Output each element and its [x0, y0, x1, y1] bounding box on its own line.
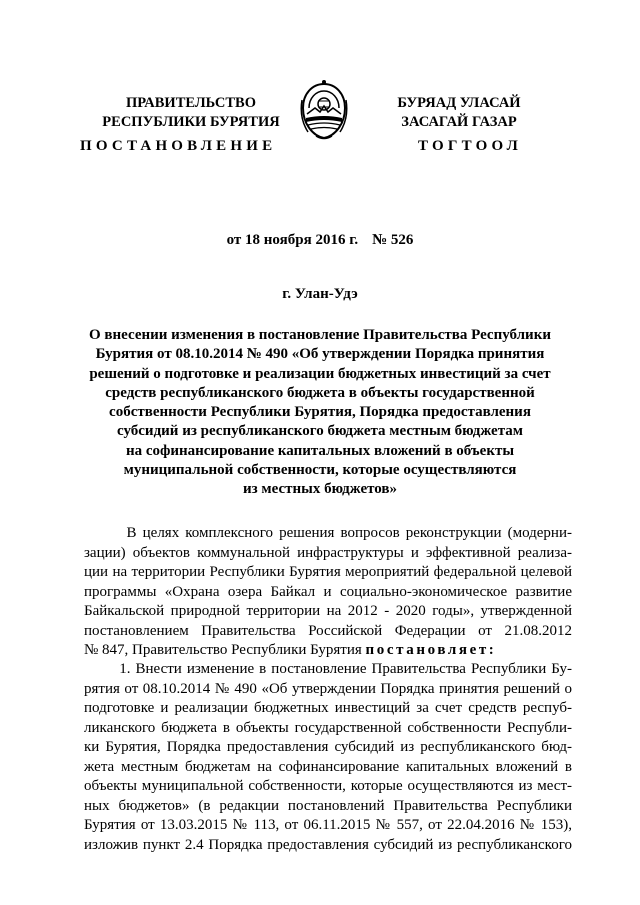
- paragraph-line: постановлением Правительства Российской Федерации от 21.08.2012: [84, 622, 572, 639]
- paragraph-line: подготовке и реализации бюджетных инвестиций за счет средств респуб-: [84, 700, 572, 716]
- title-line: средств республиканского бюджета в объекты государственной: [105, 384, 535, 401]
- paragraph-line: Байкальской природной территории на 2012 - 2020 годы», утвержденной: [84, 603, 572, 619]
- clause-1-paragraph: [84, 660, 572, 855]
- paragraph-line: Бурятия от 13.03.2015 № 113, от 06.11.2015 № 557, от 22.04.2016 № 153),: [84, 817, 572, 833]
- doctype-right: ТОГТООЛ: [418, 138, 522, 154]
- title-line: муниципальной собственности, которые осуществляются: [123, 462, 517, 479]
- title-line: на софинансирование капитальных вложений в объекты: [125, 442, 515, 459]
- header-right-line1: БУРЯАД УЛАСАЙ: [397, 95, 521, 111]
- paragraph-line-final: [84, 641, 572, 661]
- paragraph-line: ных бюджетов» (в редакции постановлений Правительства Республики: [84, 797, 572, 814]
- paragraph-line: зации) объектов коммунальной инфраструктуры и эффективной реализа-: [84, 544, 572, 561]
- title-line: О внесении изменения в постановление Правительства Республики: [89, 327, 551, 343]
- coat-of-arms-emblem-icon: [298, 78, 350, 142]
- header-left-line2: РЕСПУБЛИКИ БУРЯТИЯ: [102, 114, 280, 130]
- header-left-block: [96, 94, 286, 132]
- document-title: [0, 326, 640, 500]
- paragraph-line: жета местным бюджетам на софинансирование капитальных вложений в: [84, 758, 572, 775]
- paragraph-line: рятия от 08.10.2014 № 490 «Об утверждении Порядка принятия решений о: [84, 680, 572, 697]
- document-date: от 18 ноября 2016 г.: [226, 232, 359, 248]
- paragraph-line: изложив пункт 2.4 Порядка предоставления субсидий из республиканского: [84, 836, 572, 853]
- title-line: собственности Республики Бурятия, Порядка предоставления: [109, 404, 531, 421]
- preamble-paragraph: [84, 524, 572, 661]
- paragraph-line: программы «Охрана озера Байкал и социально-экономическое развитие: [84, 583, 572, 600]
- paragraph-line: ции на территории Республики Бурятия мероприятий федеральной целевой: [84, 564, 572, 580]
- document-date-line: [0, 232, 640, 249]
- paragraph-line: объекты муниципальной собственности, которые осуществляются из мест-: [84, 778, 572, 794]
- title-line: решений о подготовке и реализации бюджетных инвестиций за счет: [89, 365, 551, 382]
- title-line: субсидий из республиканского бюджета местным бюджетам: [117, 423, 523, 440]
- header-right-line2: ЗАСАГАЙ ГАЗАР: [401, 114, 517, 130]
- paragraph-line: В целях комплексного решения вопросов реконструкции (модерни-: [84, 525, 572, 541]
- doctype-left: ПОСТАНОВЛЕНИЕ: [80, 138, 277, 154]
- header-left-line1: ПРАВИТЕЛЬСТВО: [126, 95, 256, 111]
- header-right-block: [384, 94, 534, 132]
- title-line: из местных бюджетов»: [242, 481, 398, 498]
- document-number: № 526: [372, 232, 414, 248]
- title-line: Бурятия от 08.10.2014 № 490 «Об утверждении Порядка принятия: [95, 346, 545, 363]
- resolution-keyword: постановляет:: [365, 642, 497, 658]
- paragraph-line-text: № 847, Правительство Республики Бурятия: [84, 642, 362, 658]
- paragraph-line: ки Бурятия, Порядка предоставления субсидий из республиканского бюд-: [84, 739, 572, 755]
- paragraph-line: ликанского бюджета в объекты государственной собственности Республи-: [84, 719, 572, 736]
- paragraph-line: 1. Внести изменение в постановление Правительства Республики Бу-: [84, 661, 572, 677]
- document-city: г. Улан-Удэ: [282, 286, 358, 302]
